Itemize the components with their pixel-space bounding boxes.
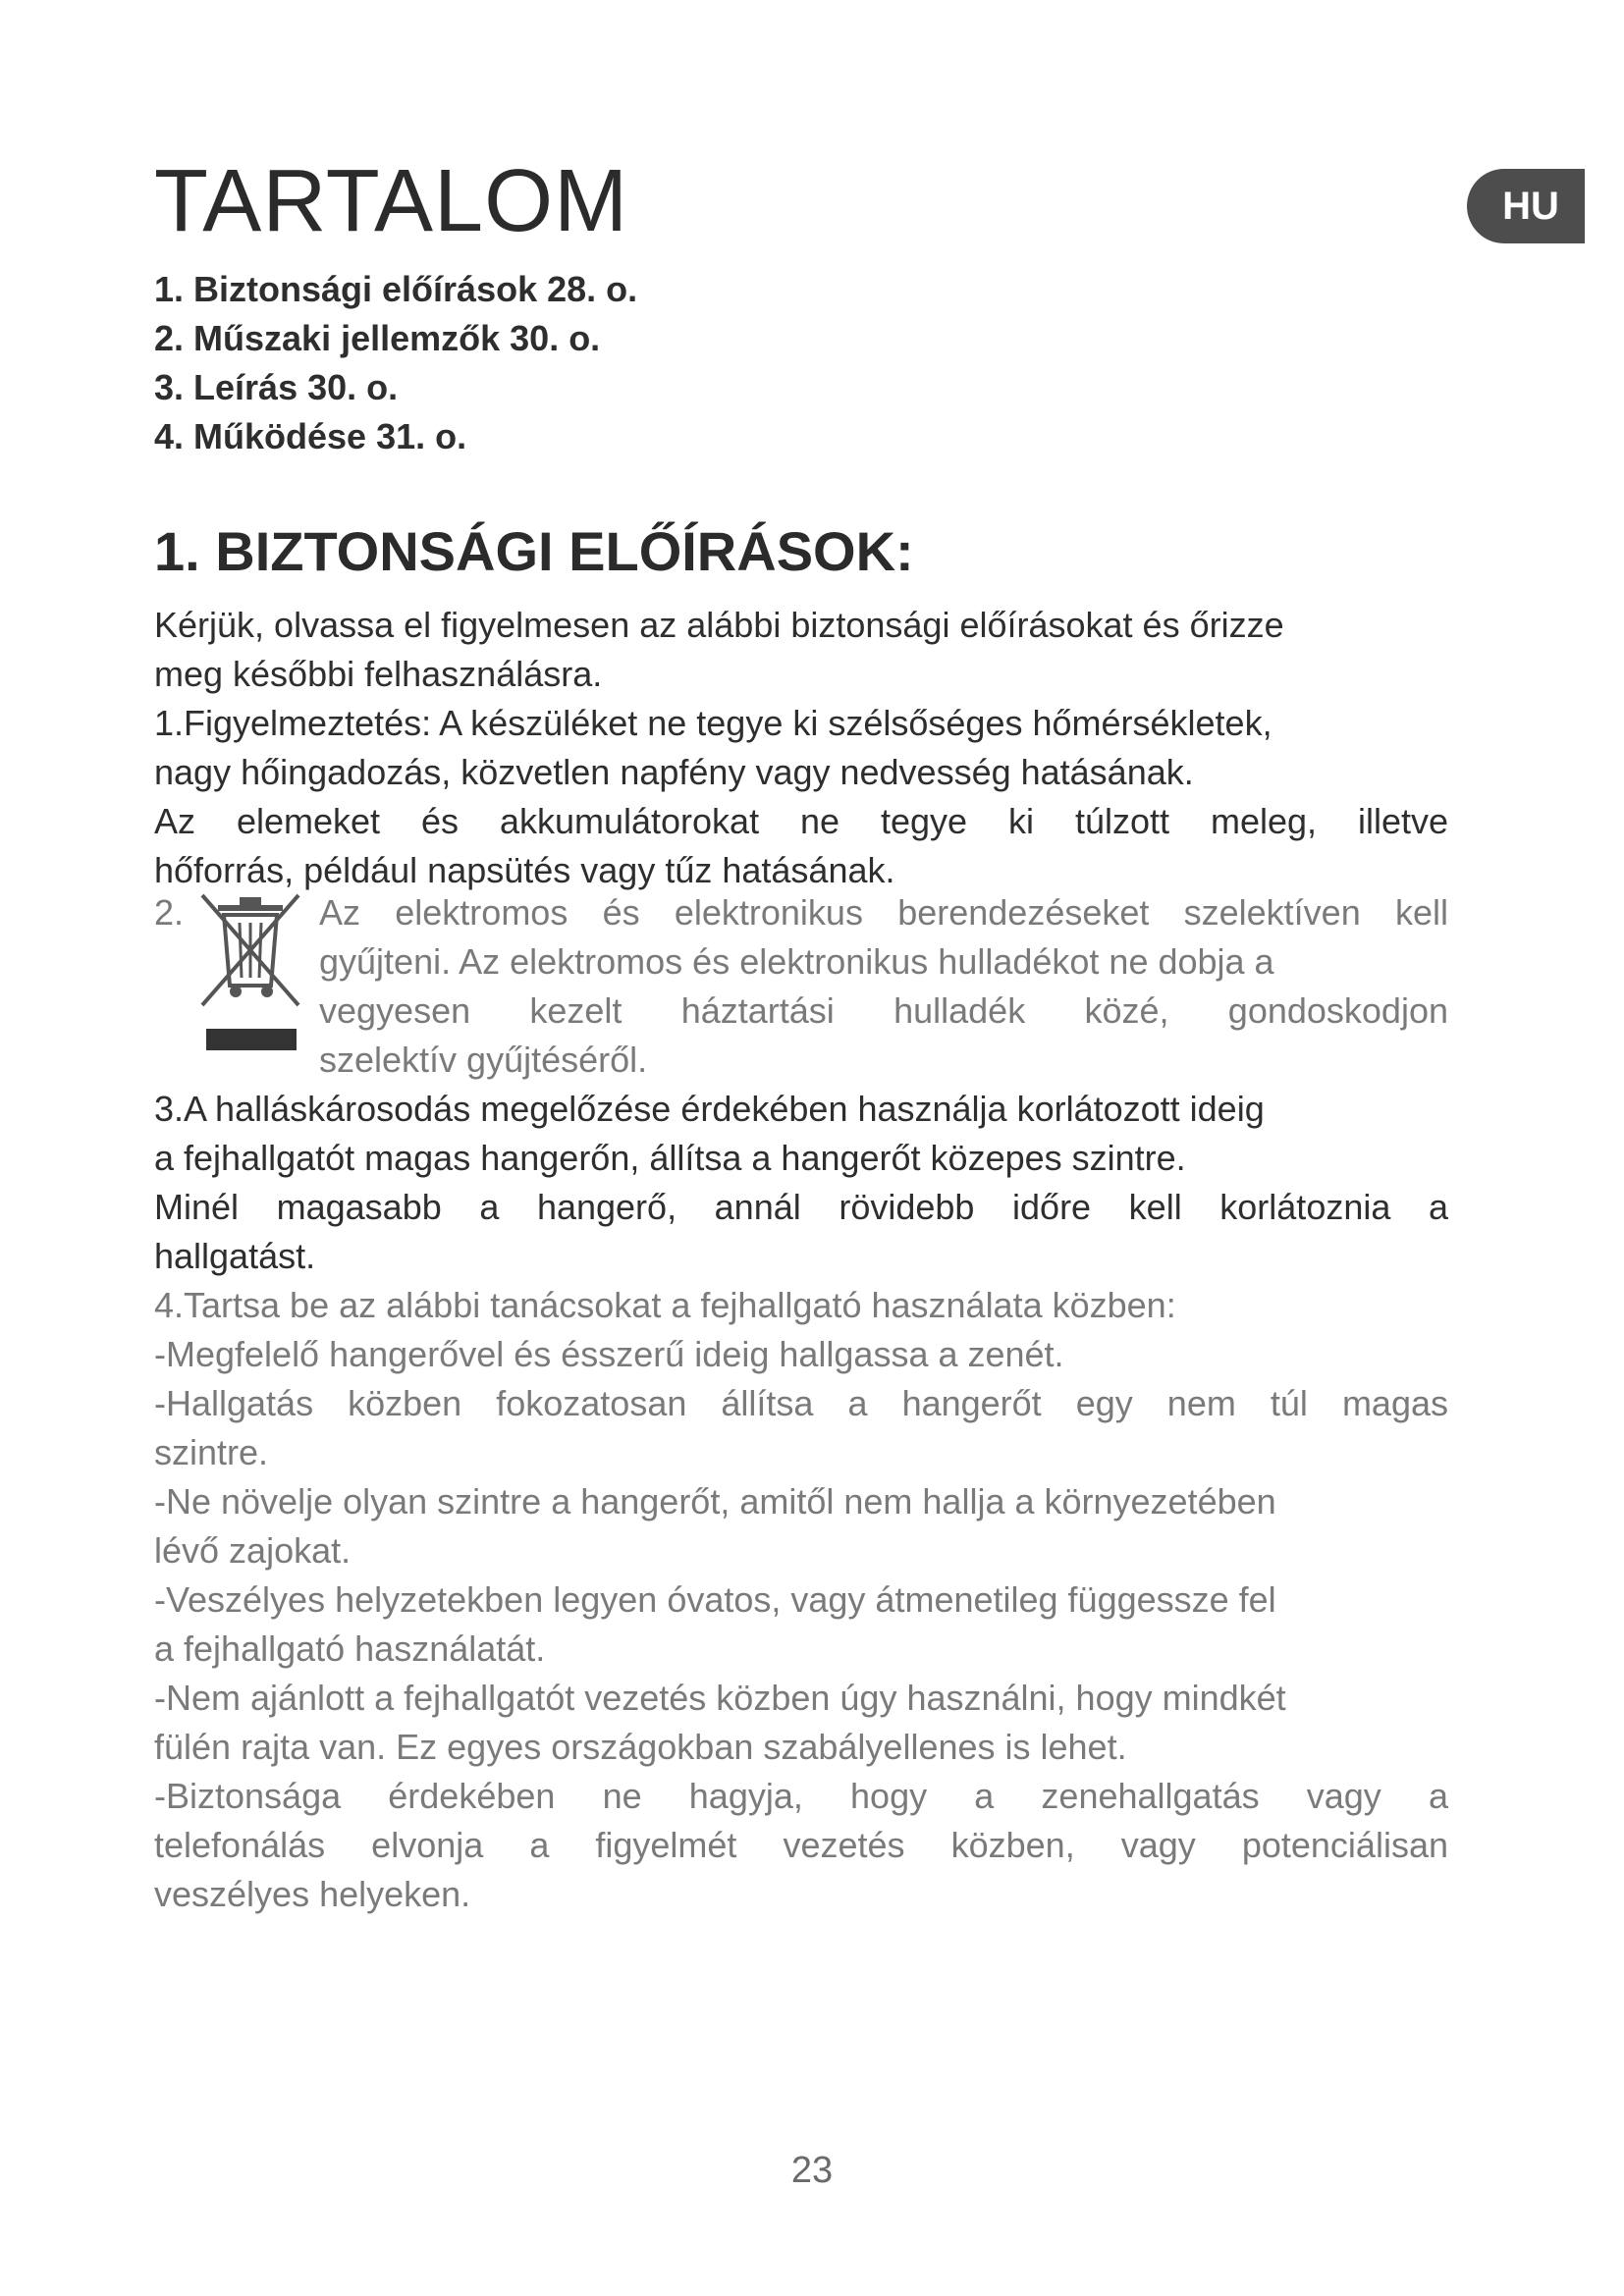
table-of-contents xyxy=(154,265,637,461)
text-line: -Ne növelje olyan szintre a hangerőt, amitől nem hallja a környezetében xyxy=(154,1481,1276,1522)
text-line: nagy hőingadozás, közvetlen napfény vagy nedvesség hatásának. xyxy=(154,752,1194,792)
item-1-paragraph xyxy=(154,699,1448,895)
text-line: 1.Figyelmeztetés: A készüléket ne tegye ki szélsőséges hőmérsékletek, xyxy=(154,703,1272,743)
text-line: gyűjteni. Az elektromos és elektronikus hulladékot ne dobja a xyxy=(319,941,1274,982)
language-badge: HU xyxy=(1467,169,1585,243)
page-title: TARTALOM xyxy=(154,152,629,250)
text-line: Kérjük, olvassa el figyelmesen az alábbi biztonsági előírásokat és őrizze xyxy=(154,605,1284,645)
text-line: meg későbbi felhasználásra. xyxy=(154,654,603,694)
text-line: Az elemeket és akkumulátorokat ne tegye ki túlzott meleg, illetve xyxy=(154,801,1448,841)
intro-paragraph xyxy=(154,601,1448,699)
text-line: fülén rajta van. Ez egyes országokban szabályellenes is lehet. xyxy=(154,1727,1127,1767)
text-line: hőforrás, például napsütés vagy tűz hatásának. xyxy=(154,850,895,890)
text-line: szintre. xyxy=(154,1432,269,1472)
text-line: 3.A halláskárosodás megelőzése érdekében használja korlátozott ideig xyxy=(154,1089,1265,1129)
item-4-paragraph xyxy=(154,1281,1448,1919)
toc-item: 2. Műszaki jellemzők 30. o. xyxy=(154,318,601,358)
text-line: a fejhallgató használatát. xyxy=(154,1629,546,1669)
text-line: -Veszélyes helyzetekben legyen óvatos, vagy átmenetileg függessze fel xyxy=(154,1579,1276,1620)
text-line: vegyesen kezelt háztartási hulladék közé, gondoskodjon xyxy=(319,990,1448,1031)
text-line: -Megfelelő hangerővel és ésszerű ideig hallgassa a zenét. xyxy=(154,1334,1064,1374)
item-2-paragraph xyxy=(319,888,1448,1085)
toc-item: 4. Működése 31. o. xyxy=(154,416,467,456)
toc-item: 1. Biztonsági előírások 28. o. xyxy=(154,269,638,309)
text-line: hallgatást. xyxy=(154,1236,316,1276)
text-line: veszélyes helyeken. xyxy=(154,1874,471,1914)
weee-crossed-bin-icon xyxy=(189,883,312,1060)
text-line: -Biztonsága érdekében ne hagyja, hogy a zenehallgatás vagy a xyxy=(154,1776,1448,1816)
text-line: a fejhallgatót magas hangerőn, állítsa a hangerőt közepes szintre. xyxy=(154,1138,1186,1178)
page-number: 23 xyxy=(790,2150,834,2191)
item-3-paragraph xyxy=(154,1085,1448,1281)
section-heading: 1. BIZTONSÁGI ELŐÍRÁSOK: xyxy=(154,520,914,582)
toc-item: 3. Leírás 30. o. xyxy=(154,367,399,407)
text-line: 4.Tartsa be az alábbi tanácsokat a fejhallgató használata közben: xyxy=(154,1285,1176,1325)
item-2-number: 2. xyxy=(154,892,185,933)
text-line: telefonálás elvonja a figyelmét vezetés közben, vagy potenciálisan xyxy=(154,1825,1448,1865)
text-line: Az elektromos és elektronikus berendezéseket szelektíven kell xyxy=(319,892,1448,933)
text-line: szelektív gyűjtéséről. xyxy=(319,1040,648,1080)
text-line: -Hallgatás közben fokozatosan állítsa a hangerőt egy nem túl magas xyxy=(154,1383,1448,1423)
text-line: -Nem ajánlott a fejhallgatót vezetés közben úgy használni, hogy mindkét xyxy=(154,1678,1286,1718)
text-line: Minél magasabb a hangerő, annál rövidebb időre kell korlátoznia a xyxy=(154,1187,1448,1227)
text-line: lévő zajokat. xyxy=(154,1530,352,1571)
